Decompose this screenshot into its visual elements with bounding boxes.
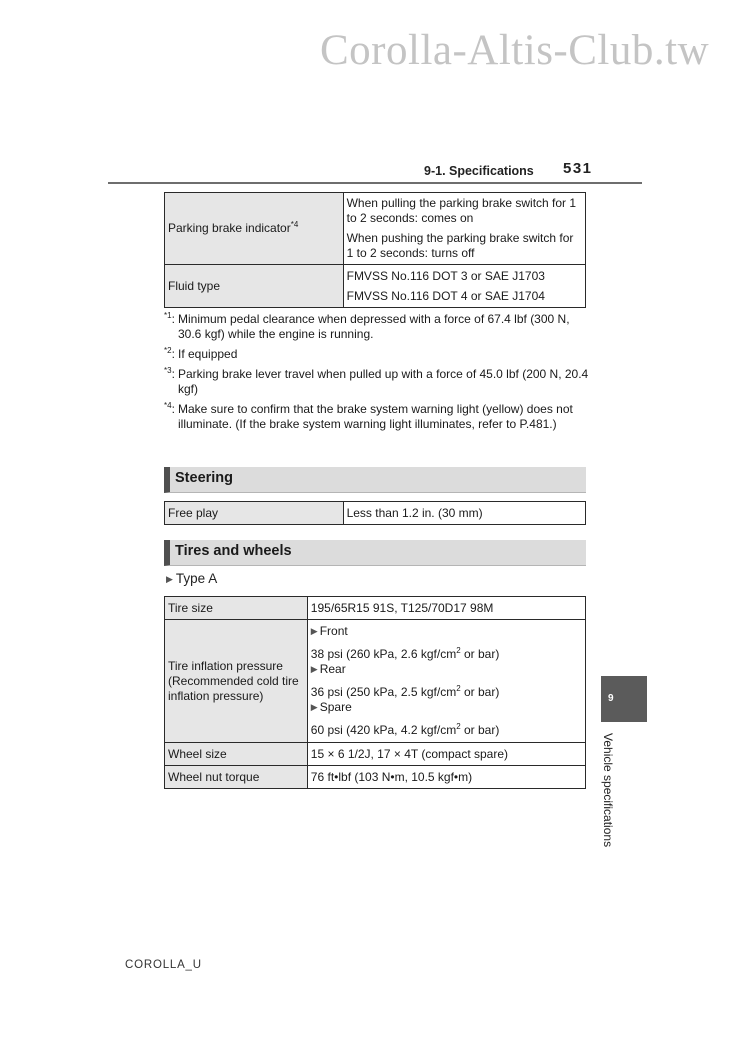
triangle-right-icon: ▶ bbox=[310, 626, 318, 636]
steering-spec-table bbox=[164, 501, 586, 525]
row-value bbox=[343, 193, 585, 265]
footnote: $^{*1}$: Minimum pedal clearance when depressed with a force of 67.4 lbf (300 N, 30.6 kgf) while the engine is running. bbox=[164, 311, 570, 341]
footnote-mark: *3 bbox=[164, 366, 172, 375]
heading-text: Steering bbox=[175, 470, 234, 486]
spare-label bbox=[311, 700, 582, 715]
tires-heading bbox=[164, 540, 586, 566]
unit-sup: 2 bbox=[456, 684, 461, 693]
unit-tail: or bar) bbox=[460, 723, 500, 737]
row-label: Tire inflation pressure (Recommended cold tire inflation pressure) bbox=[165, 620, 308, 743]
chapter-number: 9 bbox=[608, 693, 614, 704]
spare-value bbox=[311, 723, 582, 738]
value-text: FMVSS No.116 DOT 4 or SAE J1704 bbox=[346, 288, 545, 303]
section-title: 9-1. Specifications bbox=[424, 164, 534, 178]
footnote: $^{*3}$: Parking brake lever travel when pulled up with a force of 45.0 lbf (200 N, 20.4 kgf) bbox=[164, 366, 589, 396]
spare-label-text: Spare bbox=[319, 700, 352, 714]
footnote-ref: *4 bbox=[290, 220, 299, 229]
row-value bbox=[307, 620, 585, 743]
spare-value-text: 60 psi (420 kPa, 4.2 kgf/cm bbox=[310, 723, 457, 737]
table-row bbox=[165, 620, 586, 743]
watermark: Corolla-Altis-Club.tw bbox=[320, 27, 710, 74]
chapter-title-text: Vehicle specifications bbox=[601, 733, 615, 848]
row-label bbox=[165, 193, 344, 265]
footnotes bbox=[164, 312, 589, 437]
table-row bbox=[165, 766, 586, 789]
value-text: When pushing the parking brake switch for 1 to 2 seconds: turns off bbox=[346, 231, 574, 260]
rear-label-text: Rear bbox=[319, 662, 346, 676]
type-label bbox=[166, 571, 217, 586]
unit-sup: 2 bbox=[456, 722, 461, 731]
row-value: 195/65R15 91S, T125/70D17 98M bbox=[307, 597, 585, 620]
rear-value bbox=[311, 685, 582, 700]
row-label: Wheel size bbox=[165, 743, 308, 766]
header-divider bbox=[108, 182, 642, 184]
row-label: Wheel nut torque bbox=[165, 766, 308, 789]
row-value: Less than 1.2 in. (30 mm) bbox=[343, 502, 585, 525]
front-label-text: Front bbox=[319, 624, 348, 638]
footnote-mark: *2 bbox=[164, 346, 172, 355]
unit-tail: or bar) bbox=[460, 685, 500, 699]
chapter-tab bbox=[601, 676, 647, 722]
footnote: $^{*2}$: If equipped bbox=[164, 346, 238, 361]
footnote: $^{*4}$: Make sure to confirm that the brake system warning light (yellow) does not illuminate. (If the brake system warning light illuminates, refer to P.481.) bbox=[164, 401, 573, 431]
rear-label bbox=[311, 662, 582, 677]
value-text: When pulling the parking brake switch for 1 to 2 seconds: comes on bbox=[346, 196, 577, 225]
footnote-text: Minimum pedal clearance when depressed with a force of 67.4 lbf (300 N, 30.6 kgf) while the engine is running. bbox=[178, 312, 570, 341]
table-row bbox=[165, 193, 586, 265]
triangle-right-icon: ▶ bbox=[310, 664, 318, 674]
front-value-text: 38 psi (260 kPa, 2.6 kgf/cm bbox=[310, 647, 457, 661]
chapter-title bbox=[601, 733, 617, 863]
footnote-text: Parking brake lever travel when pulled up with a force of 45.0 lbf (200 N, 20.4 kgf) bbox=[178, 367, 589, 396]
type-label-text: Type A bbox=[175, 571, 218, 586]
row-value bbox=[343, 265, 585, 308]
footnote-text: If equipped bbox=[178, 347, 238, 361]
rear-value-text: 36 psi (250 kPa, 2.5 kgf/cm bbox=[310, 685, 457, 699]
footnote-mark: *1 bbox=[164, 311, 172, 320]
triangle-right-icon: ▶ bbox=[166, 574, 173, 584]
value-text: FMVSS No.116 DOT 3 or SAE J1703 bbox=[346, 268, 545, 283]
table-row bbox=[165, 743, 586, 766]
footnote-text: Make sure to confirm that the brake system warning light (yellow) does not illuminate. (If the brake system warning light illuminates, refer to P.481.) bbox=[178, 402, 573, 431]
front-label bbox=[311, 624, 582, 639]
row-label: Fluid type bbox=[165, 265, 344, 308]
unit-sup: 2 bbox=[456, 646, 461, 655]
footnote-mark: *4 bbox=[164, 401, 172, 410]
front-value bbox=[311, 647, 582, 662]
triangle-right-icon: ▶ bbox=[310, 702, 318, 712]
page-number: 531 bbox=[563, 160, 593, 177]
row-value: 76 ft•lbf (103 N•m, 10.5 kgf•m) bbox=[307, 766, 585, 789]
row-label: Tire size bbox=[165, 597, 308, 620]
unit-tail: or bar) bbox=[460, 647, 500, 661]
table-row bbox=[165, 265, 586, 308]
heading-text: Tires and wheels bbox=[175, 543, 292, 559]
steering-heading bbox=[164, 467, 586, 493]
row-label: Free play bbox=[165, 502, 344, 525]
row-value: 15 × 6 1/2J, 17 × 4T (compact spare) bbox=[307, 743, 585, 766]
table-row bbox=[165, 502, 586, 525]
brake-spec-table bbox=[164, 192, 586, 308]
label-text: Parking brake indicator bbox=[168, 221, 291, 235]
table-row bbox=[165, 597, 586, 620]
footer-code: COROLLA_U bbox=[125, 959, 202, 971]
tires-spec-table bbox=[164, 596, 586, 789]
